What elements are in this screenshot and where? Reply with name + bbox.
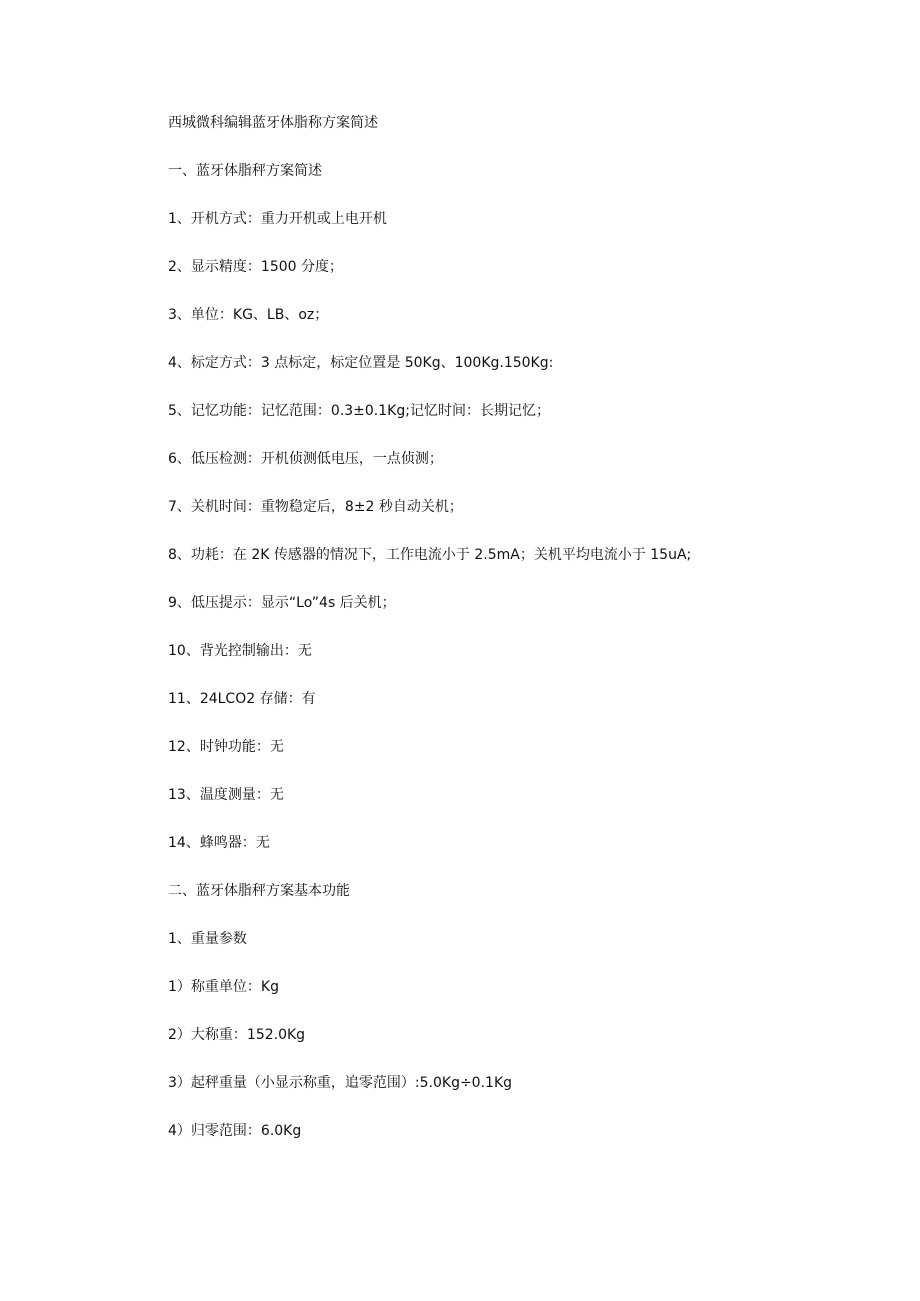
weight-param-item: 1）称重单位：Kg — [168, 979, 279, 995]
spec-item: 12、时钟功能：无 — [168, 739, 284, 755]
spec-item: 11、24LCO2 存储：有 — [168, 691, 316, 707]
weight-param-item: 2）大称重：152.0Kg — [168, 1027, 306, 1043]
spec-item: 14、蜂鸣器：无 — [168, 835, 270, 851]
spec-item: 7、关机时间：重物稳定后，8±2 秒自动关机； — [168, 499, 463, 515]
spec-item: 5、记忆功能：记忆范围：0.3±0.1Kg;记忆时间：长期记忆； — [168, 403, 550, 419]
sub-heading-weight-params: 1、重量参数 — [168, 931, 247, 947]
spec-item: 1、开机方式：重力开机或上电开机 — [168, 211, 387, 227]
section-heading-overview: 一、蓝牙体脂秤方案简述 — [168, 163, 322, 179]
weight-param-item: 4）归零范围：6.0Kg — [168, 1123, 302, 1139]
section-heading-functions: 二、蓝牙体脂秤方案基本功能 — [168, 883, 350, 899]
spec-item: 3、单位：KG、LB、oz； — [168, 307, 329, 323]
document-title: 西城微科编辑蓝牙体脂称方案简述 — [168, 115, 378, 131]
spec-item: 4、标定方式：3 点标定，标定位置是 50Kg、100Kg.150Kg: — [168, 355, 554, 371]
spec-item: 6、低压检测：开机侦测低电压，一点侦测； — [168, 451, 443, 467]
spec-item: 8、功耗：在 2K 传感器的情况下，工作电流小于 2.5mA；关机平均电流小于 15uA; — [168, 547, 692, 563]
spec-item: 9、低压提示：显示“Lo”4s 后关机； — [168, 595, 396, 611]
spec-item: 13、温度测量：无 — [168, 787, 284, 803]
weight-param-item: 3）起秤重量（小显示称重，追零范围）:5.0Kg÷0.1Kg — [168, 1075, 513, 1091]
spec-item: 10、背光控制输出：无 — [168, 643, 312, 659]
document-body — [168, 111, 868, 1167]
spec-item: 2、显示精度：1500 分度； — [168, 259, 343, 275]
